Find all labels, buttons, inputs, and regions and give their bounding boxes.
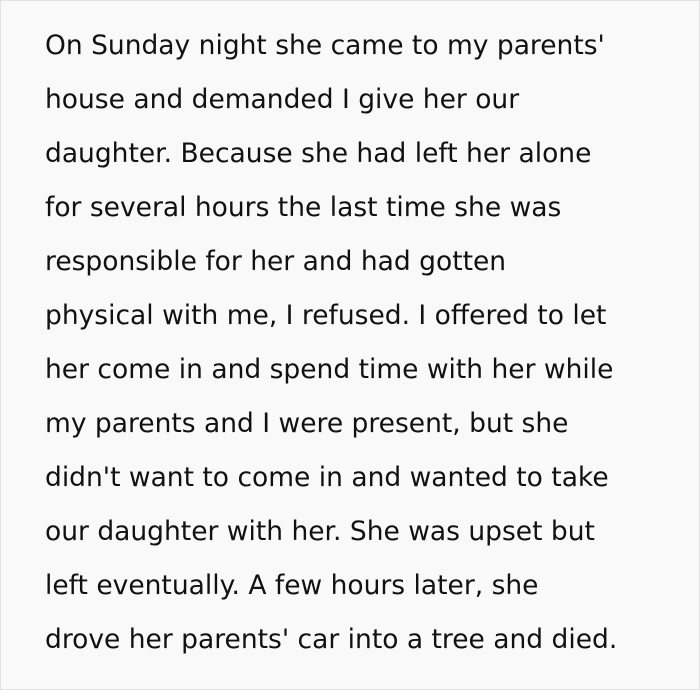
paragraph-line-5: responsible for her and had gotten (45, 246, 507, 277)
paragraph-line-2: house and demanded I give her our (45, 84, 520, 115)
paragraph-line-10: our daughter with her. She was upset but (45, 516, 595, 547)
paragraph-line-6: physical with me, I refused. I offered to let (45, 300, 607, 331)
paragraph-line-8: my parents and I were present, but she (45, 408, 569, 439)
paragraph-line-1: On Sunday night she came to my parents' (45, 30, 605, 61)
paragraph-line-3: daughter. Because she had left her alone (45, 138, 592, 169)
paragraph-line-7: her come in and spend time with her while (45, 354, 614, 385)
story-paragraph (45, 19, 617, 667)
paragraph-line-12: drove her parents' car into a tree and died. (45, 624, 618, 655)
paragraph-line-4: for several hours the last time she was (45, 192, 562, 223)
paragraph-line-11: left eventually. A few hours later, she (45, 570, 539, 601)
paragraph-line-9: didn't want to come in and wanted to take (45, 462, 609, 493)
